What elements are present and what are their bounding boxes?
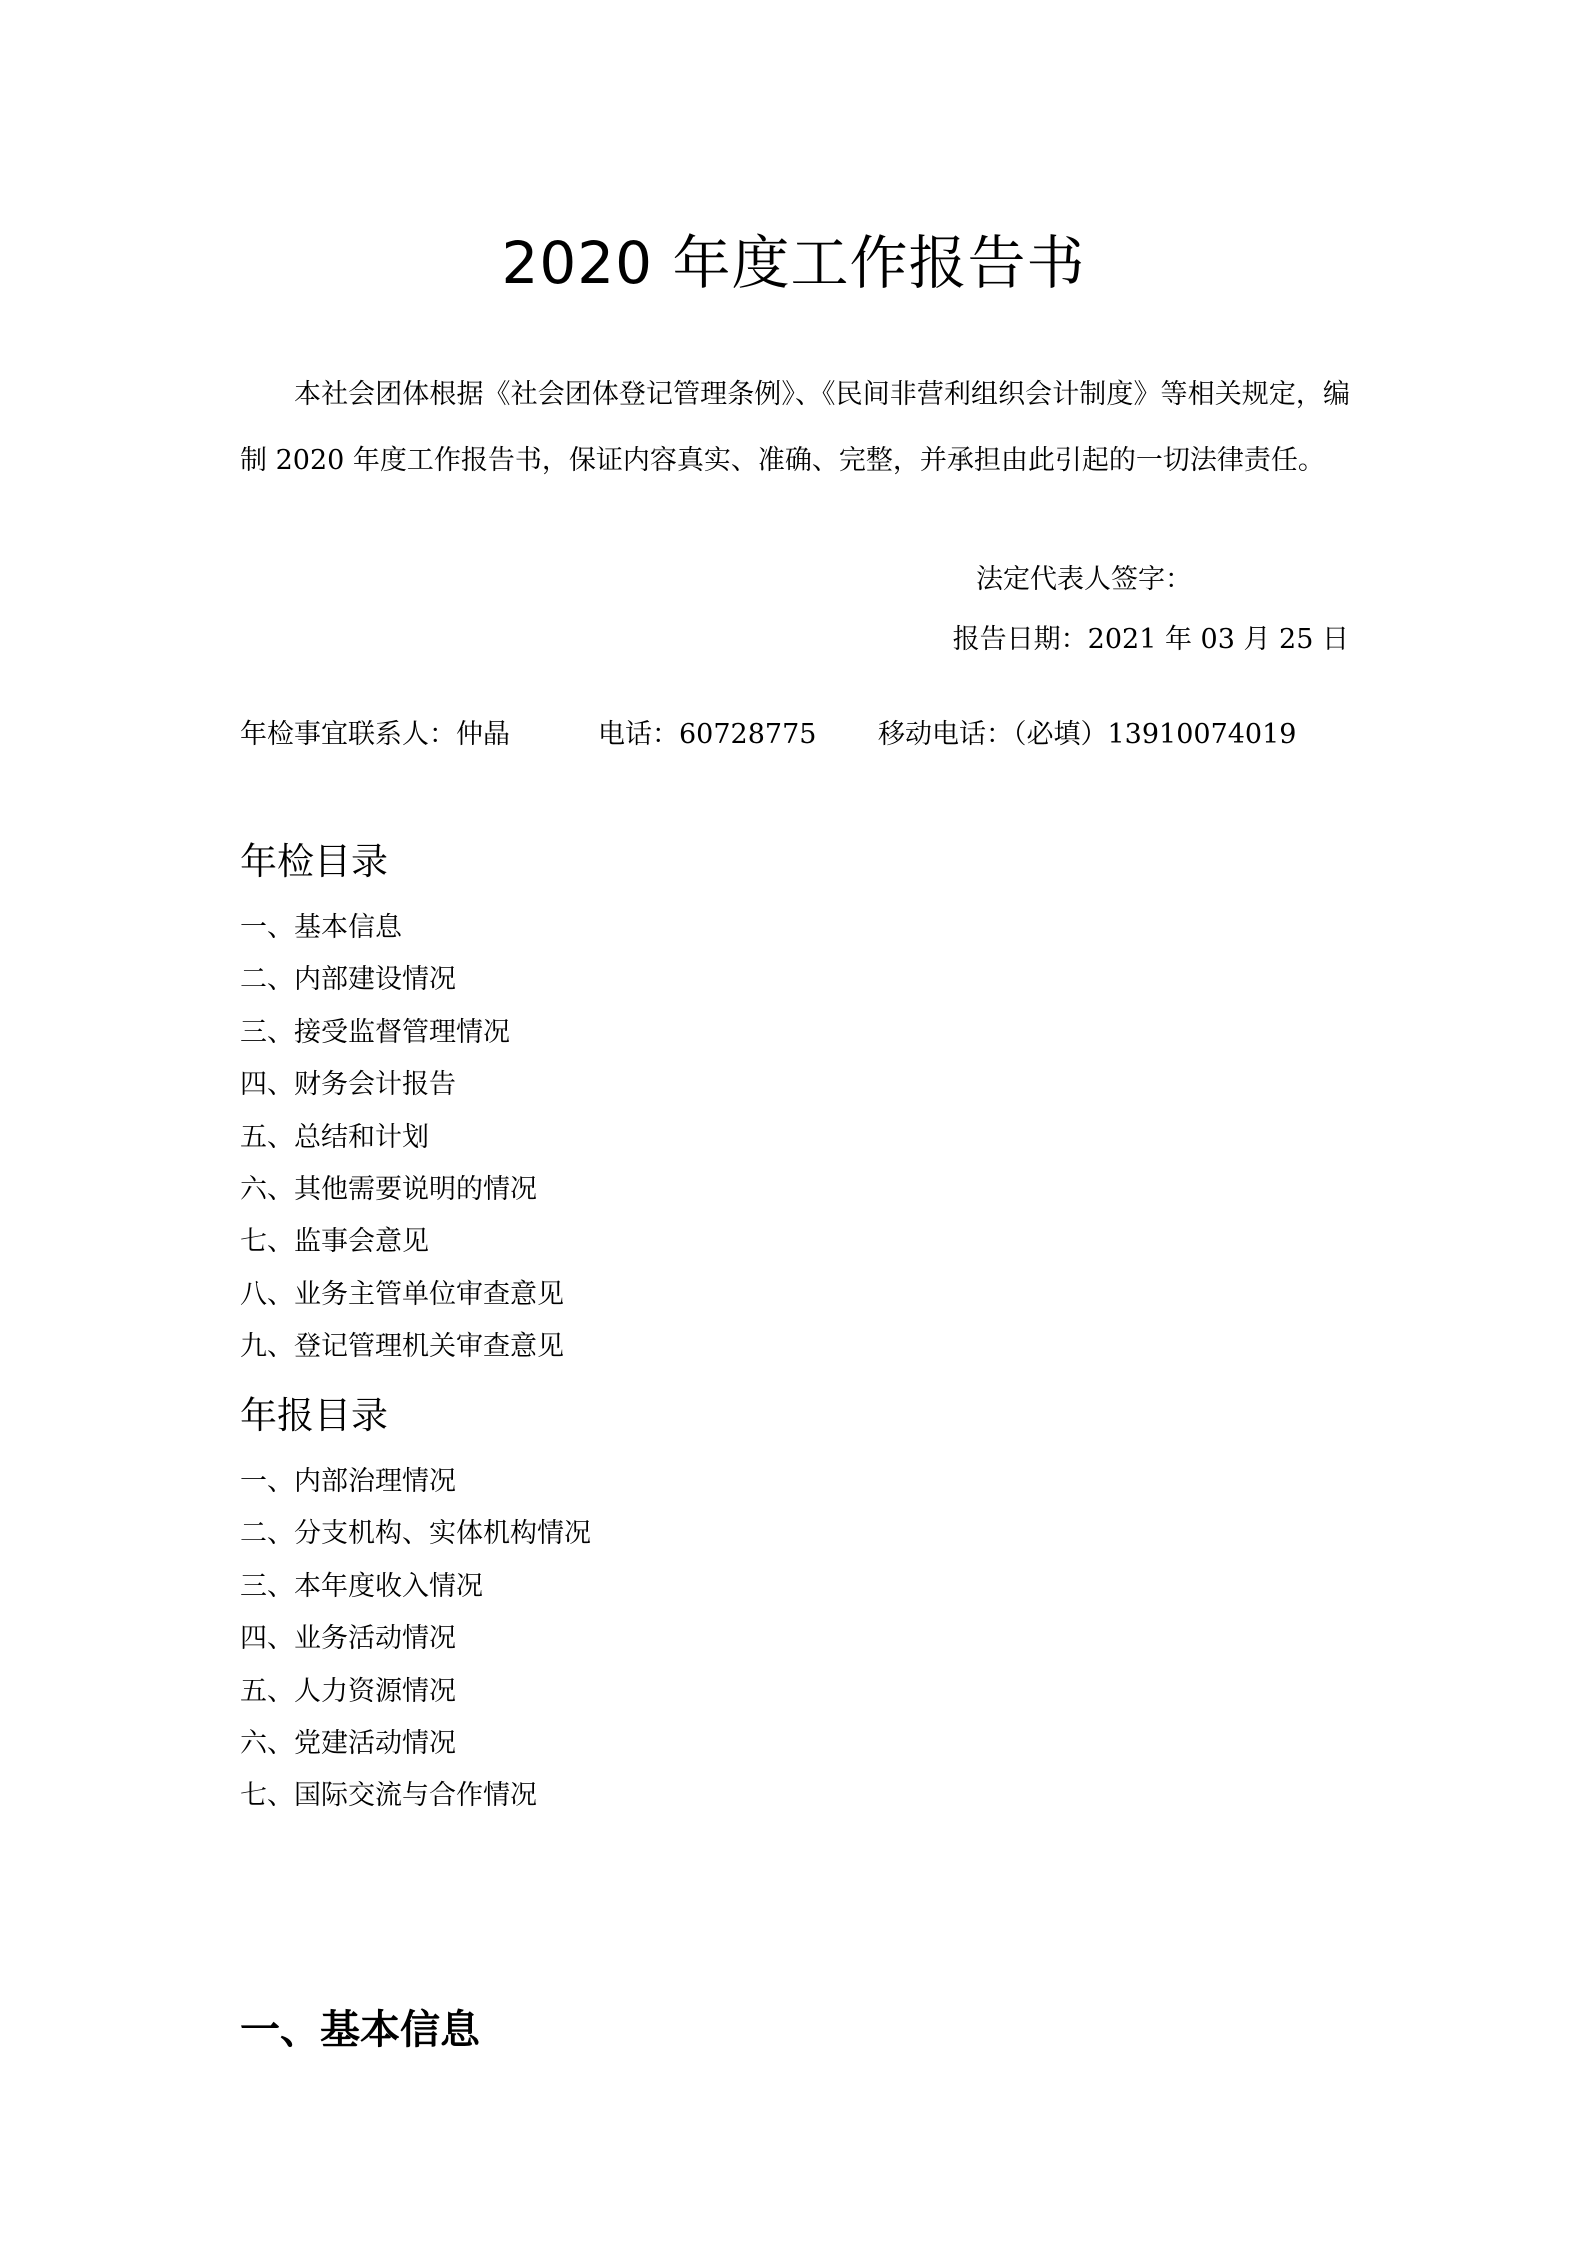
toc-item: 一、内部治理情况 [240, 1466, 456, 1497]
toc-item: 三、本年度收入情况 [240, 1570, 483, 1602]
report-date: 报告日期：2021 年 03 月 25 日 [952, 624, 1349, 655]
toc-item: 九、登记管理机关审查意见 [240, 1331, 564, 1363]
toc-item: 一、基本信息 [240, 912, 402, 943]
toc-item: 四、业务活动情况 [240, 1623, 456, 1655]
toc-item: 二、分支机构、实体机构情况 [240, 1518, 591, 1550]
toc-item: 五、总结和计划 [240, 1121, 429, 1153]
contact-person: 年检事宜联系人：仲晶 [240, 719, 510, 750]
toc-item: 七、监事会意见 [240, 1226, 429, 1258]
annual-report-list [240, 1456, 591, 1823]
contact-phone: 电话：60728775 [598, 719, 817, 750]
toc-item: 八、业务主管单位审查意见 [240, 1278, 564, 1310]
annual-report-heading: 年报目录 [240, 1394, 388, 1437]
basic-info-heading: 一、基本信息 [240, 2007, 480, 2053]
annual-check-heading: 年检目录 [240, 840, 388, 883]
contact-line [240, 715, 1296, 755]
toc-item: 七、国际交流与合作情况 [240, 1780, 537, 1812]
toc-item: 二、内部建设情况 [240, 964, 456, 996]
toc-item: 四、财务会计报告 [240, 1069, 456, 1101]
legal-representative-signature-label: 法定代表人签字： [976, 564, 1192, 595]
toc-item: 六、党建活动情况 [240, 1727, 456, 1759]
toc-item: 三、接受监督管理情况 [240, 1016, 510, 1048]
contact-mobile: 移动电话：（必填）13910074019 [878, 719, 1297, 750]
report-title: 2020 年度工作报告书 [501, 229, 1086, 297]
annual-check-list [240, 902, 564, 1374]
intro-paragraph: 本社会团体根据《社会团体登记管理条例》、《民间非营利组织会计制度》等相关规定，编制 2020 年度工作报告书，保证内容真实、准确、完整，并承担由此引起的一切法律责任。 [240, 379, 1350, 476]
toc-item: 六、其他需要说明的情况 [240, 1173, 537, 1205]
toc-item: 五、人力资源情况 [240, 1675, 456, 1707]
